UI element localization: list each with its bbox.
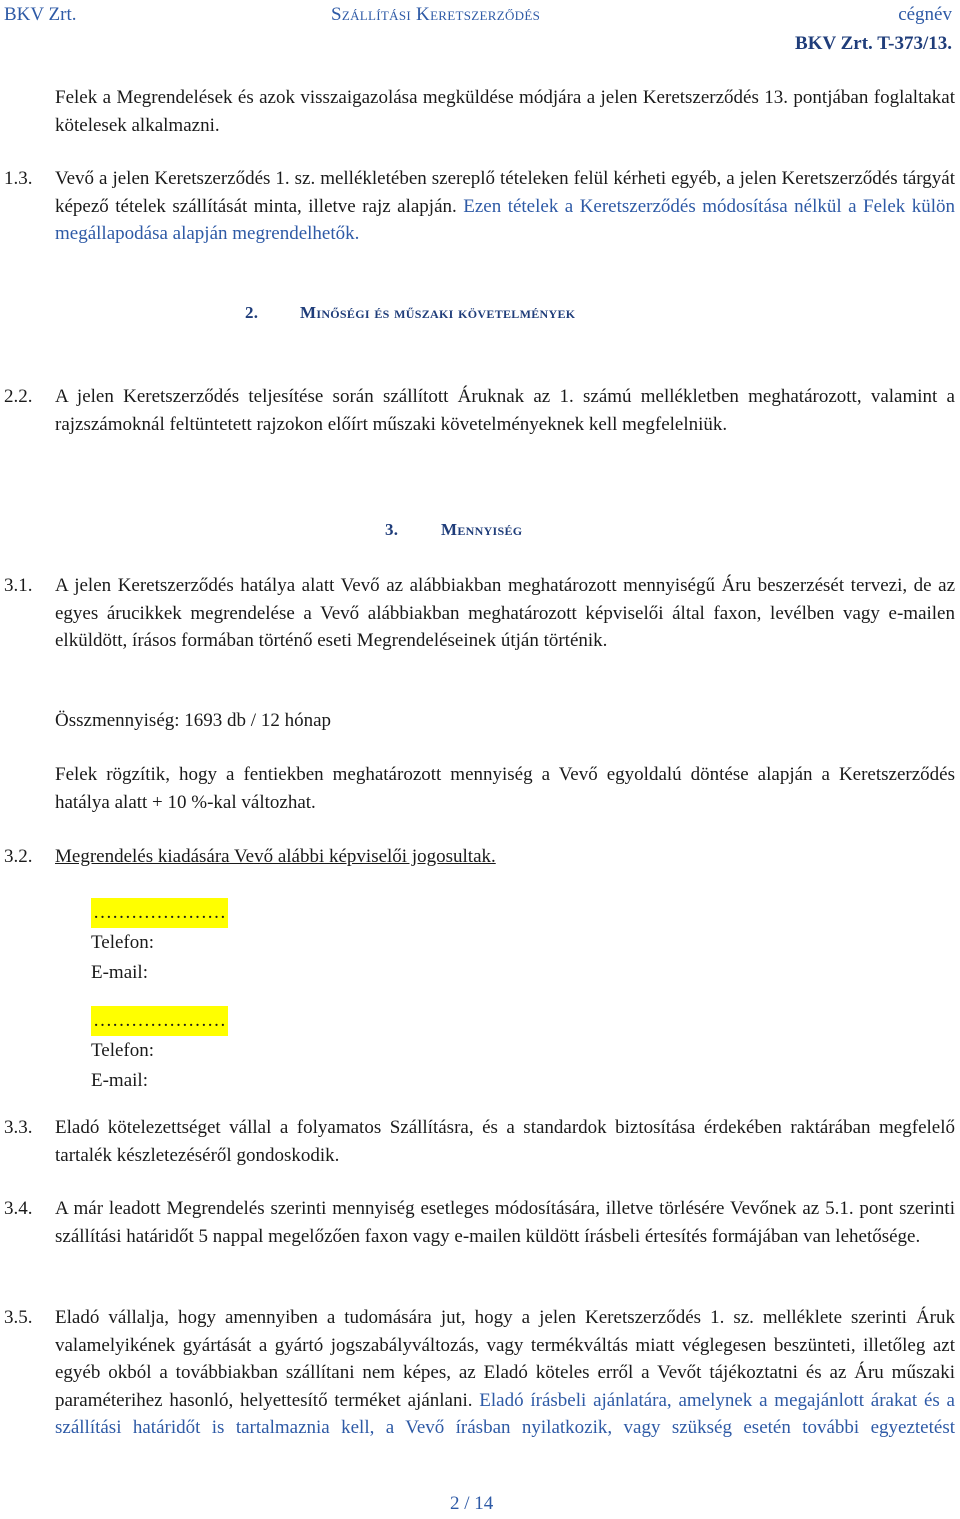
contact-1-email: E-mail: (91, 962, 148, 983)
section-3-4-number: 3.4. (4, 1198, 33, 1219)
contact-1-phone: Telefon: (91, 932, 155, 953)
section-3-3-number: 3.3. (4, 1117, 33, 1138)
section-3-5-text-a: Eladó vállalja, hogy amennyiben a tudomására jut, hogy a jelen Keretszerződés 1. sz. melléklete szerinti Áruk valamelyikének gyártását a gyártó jogszabályváltozás, vagy termékváltás miatt véglegesen beszünteti, illetőleg azt egyéb okból a továbbiakban szállítani nem képes, az Eladó köteles erről a Vevőt tájékoztatni és az Áru műszaki paraméterihez hasonló, helyettesítő terméket ajánlani. (55, 1307, 955, 1411)
header-company: BKV Zrt. (4, 4, 77, 25)
quantity-variation: Felek rögzítik, hogy a fentiekben meghatározott mennyiség a Vevő egyoldalú döntése alapján a Keretszerződés hatálya alatt + 10 %-kal változhat. (55, 764, 955, 813)
section-3-2-text: Megrendelés kiadására Vevő alábbi képviselői jogosultak. (55, 846, 496, 867)
section-3-1-number: 3.1. (4, 575, 33, 596)
section-3-4-text: A már leadott Megrendelés szerinti mennyiség esetleges módosítására, illetve törlésére Vevőnek az 5.1. pont szerinti szállítási határidőt 5 nappal megelőzően faxon vagy e-mailen küldött írásbeli értesítés formájában van lehetősége. (55, 1198, 955, 1247)
section-1-3-text-b: Ezen tételek a Keretszerződés módosítása nélkül a Felek külön megállapodása alapján megrendelhetők. (55, 195, 956, 245)
section-3-5-text-b: Eladó írásbeli ajánlatára, amelynek a megajánlott árakat és a szállítási határidőt is tartalmaznia kell, a Vevő írásban nyilatkozik, vagy szükség esetén további egyeztetést (55, 1389, 955, 1439)
heading-3-number: 3. (385, 520, 399, 539)
section-3-5-text (55, 1304, 955, 1442)
contact-block-1 (91, 898, 228, 988)
contact-2-name: ………………… (91, 1006, 228, 1036)
section-3-5-number: 3.5. (4, 1307, 33, 1328)
section-1-3-text (55, 165, 955, 248)
contact-2-phone: Telefon: (91, 1040, 155, 1061)
section-3-2-number: 3.2. (4, 846, 33, 867)
contact-1-name: ………………… (91, 898, 228, 928)
page-number: 2 / 14 (450, 1493, 494, 1514)
header-ref: BKV Zrt. T-373/13. (795, 33, 952, 54)
section-1-3-text-a: Vevő a jelen Keretszerződés 1. sz. mellékletében szereplő tételeken felül kérheti egyéb, a jelen Keretszerződés tárgyát képező tételek szállítását minta, illetve rajz alapján. (55, 168, 955, 217)
section-2-2-number: 2.2. (4, 386, 33, 407)
contact-2-email: E-mail: (91, 1070, 148, 1091)
section-3-1-text: A jelen Keretszerződés hatálya alatt Vevő az alábbiakban meghatározott mennyiségű Áru beszerzését tervezi, de az egyes árucikkek megrendelése a Vevő alábbiakban meghatározott képviselői által faxon, levélben vagy e-mailen elküldött, írásos formában történő eseti Megrendeléseinek útján történik. (55, 575, 955, 652)
total-quantity: Összmennyiség: 1693 db / 12 hónap (55, 710, 332, 731)
section-3-3-text: Eladó kötelezettséget vállal a folyamatos Szállításra, és a standardok biztosítása érdekében raktárában megfelelő tartalék készletezéséről gondoskodik. (55, 1117, 955, 1166)
header-placeholder: cégnév (898, 4, 952, 25)
heading-2-title: Minőségi és műszaki követelmények (300, 303, 576, 322)
intro-paragraph: Felek a Megrendelések és azok visszaigazolása megküldése módjára a jelen Keretszerződés 13. pontjában foglaltakat kötelesek alkalmazni. (55, 87, 955, 136)
header-title: Szállítási Keretszerződés (331, 4, 541, 25)
heading-2-number: 2. (245, 303, 259, 322)
section-2-2-text: A jelen Keretszerződés teljesítése során szállított Áruknak az 1. számú mellékletben meghatározott, valamint a rajzszámoknál feltüntetett rajzokon előírt műszaki követelményeknek kell megfelelniük. (55, 386, 955, 435)
section-1-3-number: 1.3. (4, 168, 33, 189)
heading-3-title: Mennyiség (441, 520, 523, 539)
contact-block-2 (91, 1006, 228, 1096)
